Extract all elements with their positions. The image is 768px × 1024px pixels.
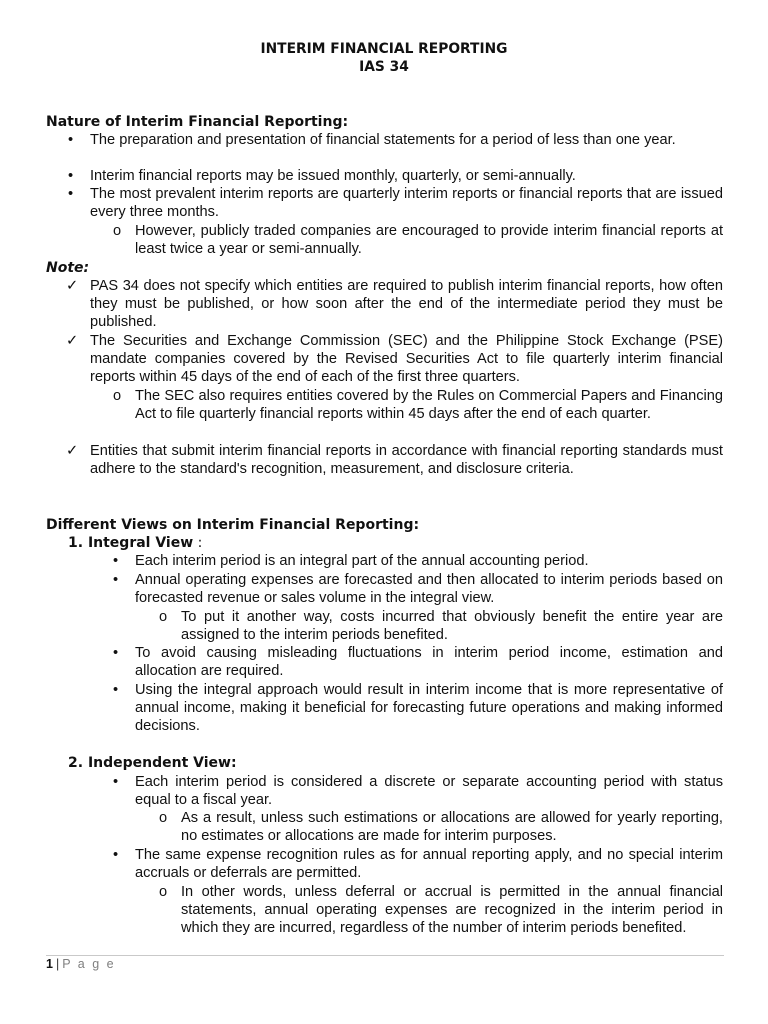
list-item: • To avoid causing misleading fluctuations in interim period income, estimation and allocation are required. [113, 645, 723, 680]
bullet-marker: • [113, 682, 119, 698]
list-item: • The preparation and presentation of financial statements for a period of less than one year. [68, 132, 676, 148]
note-label: Note: [46, 260, 90, 276]
footer-divider [46, 955, 724, 956]
list-item: o In other words, unless deferral or accrual is permitted in the annual financial statements, annual operating expenses are recognized in the interim period in which they are incurred, regardless of the number of interim periods benefited. [159, 884, 723, 937]
check-icon: ✓ [66, 278, 79, 294]
page-footer [46, 955, 116, 973]
list-item: o The SEC also requires entities covered by the Rules on Commercial Papers and Financing Act to file quarterly financial reports within 45 days after the end of each quarter. [113, 388, 723, 423]
circle-marker: o [159, 810, 168, 826]
circle-marker: o [159, 884, 168, 900]
document-subtitle: IAS 34 [359, 59, 409, 75]
list-item: • Each interim period is an integral part of the annual accounting period. [113, 553, 589, 569]
list-item: ✓ The Securities and Exchange Commission (SEC) and the Philippine Stock Exchange (PSE) mandate companies covered by the Revised Securities Act to file quarterly interim financial reports within 45 days of the end of each of the first three quarters. [66, 333, 723, 386]
integral-view-title: Integral View [87, 535, 194, 551]
footer-separator: | [55, 957, 60, 971]
bullet-marker: • [113, 847, 119, 863]
list-item: o However, publicly traded companies are encouraged to provide interim financial reports at least twice a year or semi-annually. [113, 223, 723, 258]
list-item: o To put it another way, costs incurred that obviously benefit the entire year are assigned to the interim periods benefited. [159, 609, 723, 644]
list-item: • Using the integral approach would result in interim income that is more representative of annual income, making it beneficial for forecasting future operations and making informed decisions. [113, 682, 723, 735]
integral-view-heading: 1. Integral View : [68, 535, 203, 551]
independent-view-title: Independent View: [87, 755, 237, 771]
section-heading-views: Different Views on Interim Financial Reporting: [46, 517, 420, 533]
list-item: • The most prevalent interim reports are quarterly interim reports or financial reports that are issued every three months. [68, 186, 723, 221]
section-heading-nature: Nature of Interim Financial Reporting: [46, 114, 349, 130]
bullet-marker: • [113, 645, 119, 661]
list-item: ✓ PAS 34 does not specify which entities are required to publish interim financial reports, how often they must be published, or how soon after the end of the intermediate period they must be published. [66, 278, 723, 331]
check-icon: ✓ [66, 333, 79, 349]
independent-view-heading: 2. Independent View: [68, 755, 237, 771]
bullet-marker: • [113, 553, 119, 569]
circle-marker: o [113, 223, 122, 239]
check-icon: ✓ [66, 443, 79, 459]
bullet-marker: • [113, 774, 119, 790]
circle-marker: o [159, 609, 168, 625]
page-label: P a g e [62, 957, 116, 971]
list-item: • The same expense recognition rules as for annual reporting apply, and no special interim accruals or deferrals are permitted. [113, 847, 723, 882]
document-title: INTERIM FINANCIAL REPORTING [260, 41, 508, 57]
page-number: 1 [46, 957, 53, 971]
bullet-marker: • [113, 572, 119, 588]
list-item: ✓ Entities that submit interim financial reports in accordance with financial reporting standards must adhere to the standard's recognition, measurement, and disclosure criteria. [66, 443, 723, 478]
list-item: o As a result, unless such estimations or allocations are allowed for yearly reporting, no estimates or allocations are made for interim purposes. [159, 810, 723, 845]
list-item: • Each interim period is considered a discrete or separate accounting period with status equal to a fiscal year. [113, 774, 723, 809]
bullet-marker: • [68, 186, 74, 202]
list-item: • Interim financial reports may be issued monthly, quarterly, or semi-annually. [68, 168, 576, 184]
circle-marker: o [113, 388, 122, 404]
bullet-marker: • [68, 132, 74, 148]
list-item: • Annual operating expenses are forecasted and then allocated to interim periods based on forecasted revenue or sales volume in the integral view. [113, 572, 723, 607]
bullet-marker: • [68, 168, 74, 184]
